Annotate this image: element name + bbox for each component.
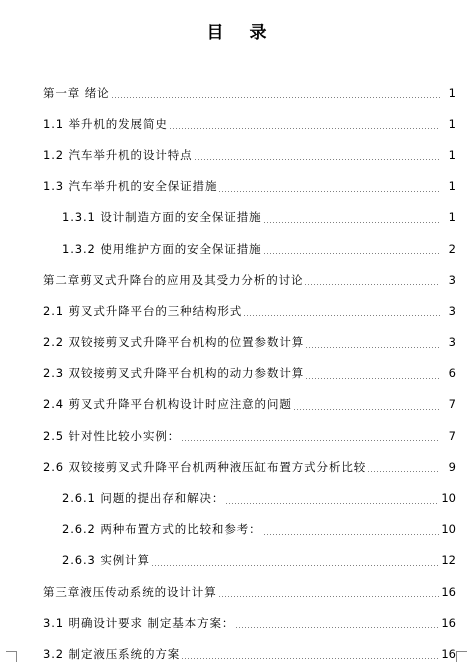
toc-entry[interactable] [0, 295, 473, 326]
toc-entry[interactable] [0, 77, 473, 108]
toc-entry[interactable] [0, 638, 473, 669]
dot-leader [194, 159, 440, 160]
toc-page-number: 7 [448, 428, 456, 443]
toc-page-number: 1 [448, 147, 456, 162]
toc-entry-text: 1.1 举升机的发展简史 [43, 116, 168, 131]
dot-leader [243, 315, 440, 316]
dot-leader [151, 565, 439, 566]
dot-leader [235, 627, 439, 628]
dot-leader [218, 191, 440, 192]
toc-page-number: 1 [448, 179, 456, 194]
toc-entry[interactable] [0, 607, 473, 638]
toc-entry-text: 2.3 双铰接剪叉式升降平台机构的动力参数计算 [43, 366, 305, 381]
dot-leader [263, 222, 440, 223]
dot-leader [304, 284, 440, 285]
toc-entry-text: 1.3 汽车举升机的安全保证措施 [43, 179, 218, 194]
toc-page-number: 16 [441, 584, 456, 599]
toc-entry-text: 2.6.1 问题的提出存和解决： [62, 491, 225, 506]
toc-page-number: 3 [448, 272, 456, 287]
toc-entry[interactable] [0, 482, 473, 513]
toc-entry-text: 2.5 针对性比较小实例： [43, 428, 181, 443]
toc-entry[interactable] [0, 108, 473, 139]
toc-entry[interactable] [0, 327, 473, 358]
toc-entry[interactable] [0, 171, 473, 202]
toc-entry-text: 第二章剪叉式升降台的应用及其受力分析的讨论 [43, 272, 304, 287]
toc-entry-text: 第三章液压传动系统的设计计算 [43, 584, 217, 599]
toc-page-number: 10 [441, 491, 456, 506]
toc-page-number: 7 [448, 397, 456, 412]
toc-page-number: 6 [448, 366, 456, 381]
toc-entry[interactable] [0, 264, 473, 295]
toc-entry[interactable] [0, 514, 473, 545]
toc-entry-text: 1.3.1 设计制造方面的安全保证措施 [62, 210, 262, 225]
dot-leader [305, 378, 440, 379]
toc-entry-text: 2.6.2 两种布置方式的比较和参考： [62, 522, 262, 537]
dot-leader [293, 409, 440, 410]
toc-entry[interactable] [0, 358, 473, 389]
table-of-contents [0, 77, 473, 670]
toc-page-number: 12 [441, 553, 456, 568]
toc-page-number: 1 [448, 85, 456, 100]
dot-leader [367, 471, 440, 472]
toc-entry[interactable] [0, 576, 473, 607]
toc-page-number: 3 [448, 335, 456, 350]
toc-entry-text: 2.4 剪叉式升降平台机构设计时应注意的问题 [43, 397, 292, 412]
dot-leader [263, 253, 440, 254]
dot-leader [181, 658, 439, 659]
toc-entry-text: 2.6 双铰接剪叉式升降平台机两种液压缸布置方式分析比较 [43, 459, 367, 474]
dot-leader [225, 503, 439, 504]
toc-page-number: 10 [441, 522, 456, 537]
toc-entry-text: 3.2 制定液压系统的方案 [43, 646, 181, 661]
dot-leader [305, 347, 440, 348]
dot-leader [169, 128, 440, 129]
toc-page-number: 3 [448, 303, 456, 318]
dot-leader [181, 440, 440, 441]
toc-entry[interactable] [0, 139, 473, 170]
toc-page-number: 16 [441, 615, 456, 630]
toc-entry[interactable] [0, 420, 473, 451]
toc-entry-text: 2.1 剪叉式升降平台的三种结构形式 [43, 303, 243, 318]
dot-leader [218, 596, 440, 597]
corner-crop-mark [456, 651, 467, 662]
toc-entry-text: 2.2 双铰接剪叉式升降平台机构的位置参数计算 [43, 335, 305, 350]
toc-entry[interactable] [0, 451, 473, 482]
toc-entry[interactable] [0, 202, 473, 233]
toc-entry[interactable] [0, 389, 473, 420]
toc-entry[interactable] [0, 545, 473, 576]
page-title: 目 录 [206, 23, 277, 43]
toc-page-number: 9 [448, 459, 456, 474]
toc-entry-text: 1.2 汽车举升机的设计特点 [43, 147, 193, 162]
dot-leader [263, 534, 440, 535]
corner-crop-mark [6, 651, 17, 662]
toc-page-number: 2 [448, 241, 456, 256]
toc-entry-text: 2.6.3 实例计算 [62, 553, 150, 568]
toc-page-number: 16 [441, 646, 456, 661]
toc-entry[interactable] [0, 233, 473, 264]
toc-entry-text: 3.1 明确设计要求 制定基本方案： [43, 615, 235, 630]
toc-entry-text: 1.3.2 使用维护方面的安全保证措施 [62, 241, 262, 256]
toc-entry-text: 第一章 绪论 [43, 85, 110, 100]
dot-leader [111, 97, 440, 98]
toc-page-number: 1 [448, 210, 456, 225]
toc-page-number: 1 [448, 116, 456, 131]
